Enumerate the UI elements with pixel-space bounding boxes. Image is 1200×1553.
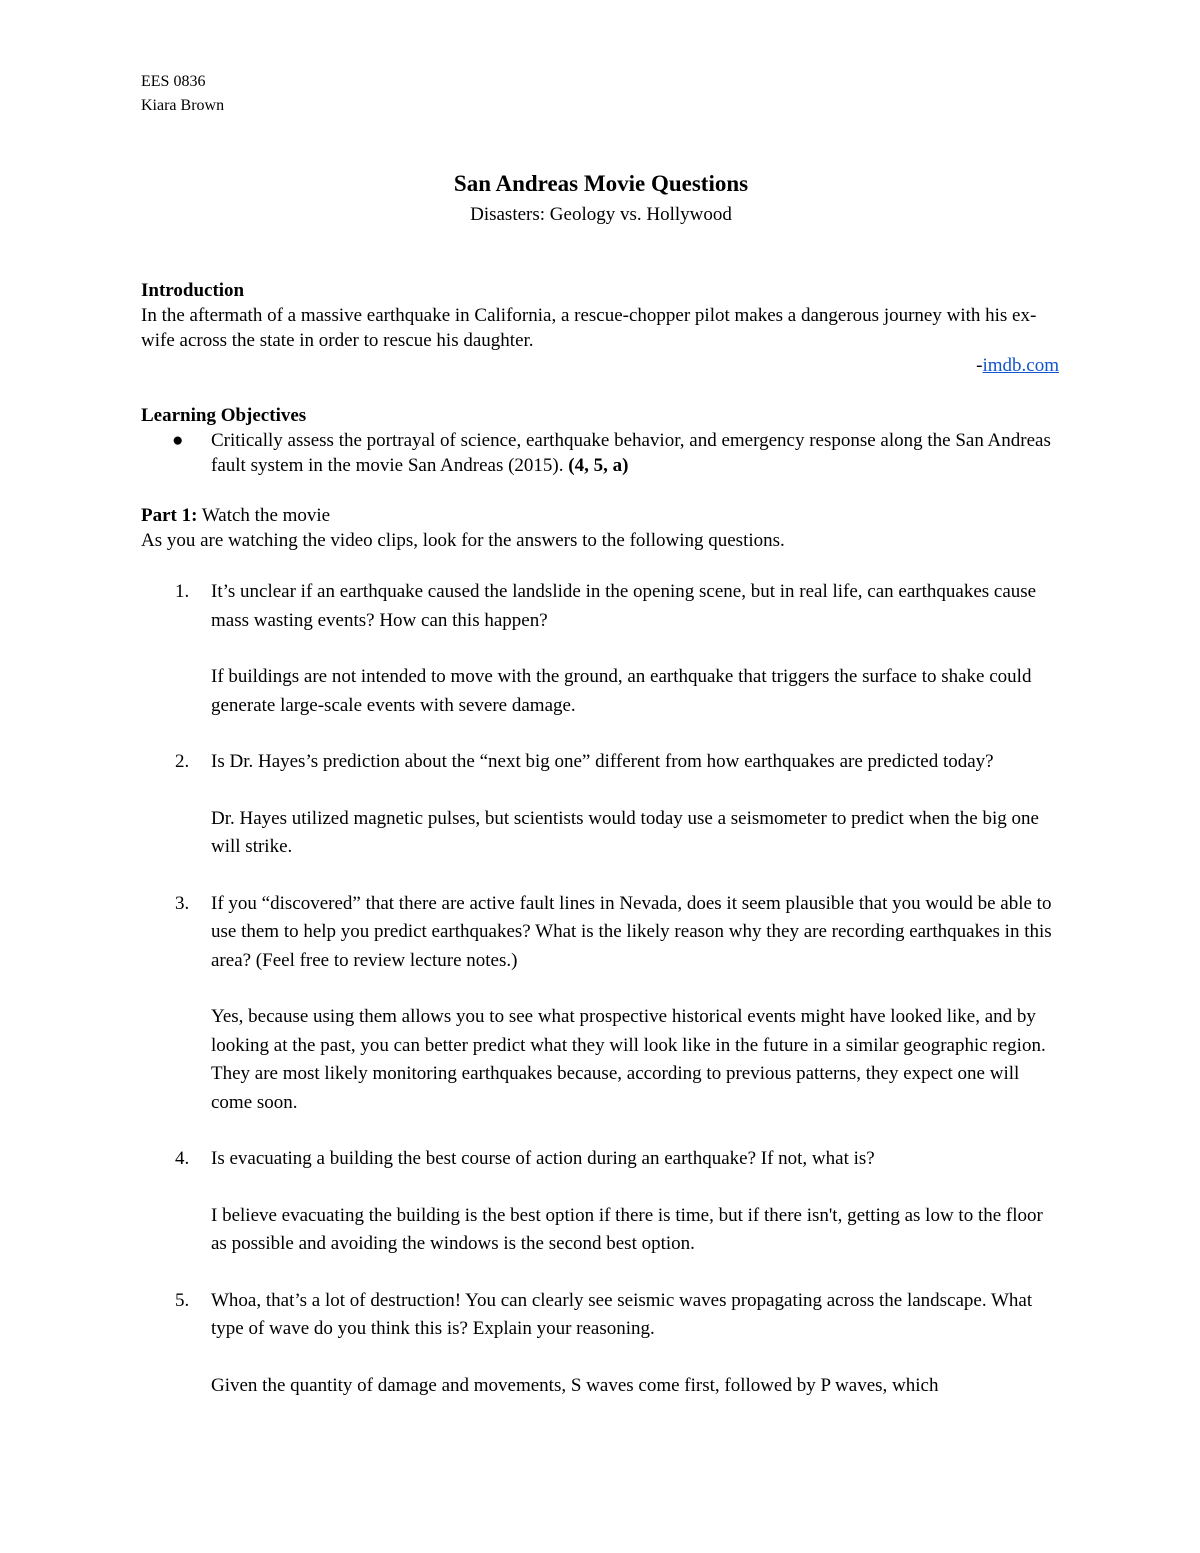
learning-objectives-list — [141, 428, 1061, 478]
answer-text: Given the quantity of damage and movements, S waves come first, followed by P waves, which — [211, 1374, 939, 1396]
question-text: Whoa, that’s a lot of destruction! You can clearly see seismic waves propagating across the landscape. What type of wave do you think this is? Explain your reasoning. — [211, 1289, 1033, 1339]
question-text: It’s unclear if an earthquake caused the landslide in the opening scene, but in real life, can earthquakes cause mass wasting events? How can this happen? — [211, 581, 1037, 631]
objective-item — [141, 428, 1061, 478]
question-number: 1. — [175, 581, 190, 602]
question-item — [141, 748, 1061, 862]
question-number: 2. — [175, 751, 190, 772]
question-item — [141, 1145, 1061, 1259]
introduction-text: In the aftermath of a massive earthquake in California, a rescue-chopper pilot makes a dangerous journey with his ex-wife across the state in order to rescue his daughter. — [141, 305, 1037, 351]
document-subtitle: Disasters: Geology vs. Hollywood — [470, 204, 732, 225]
question-text: Is evacuating a building the best course of action during an earthquake? If not, what is? — [211, 1148, 875, 1169]
part1-heading — [141, 503, 1061, 528]
answer-text: I believe evacuating the building is the best option if there is time, but if there isn't, getting as low to the floor as possible and avoiding the windows is the second best option. — [211, 1204, 1043, 1254]
question-item — [141, 578, 1061, 720]
part1-label: Part 1: — [141, 505, 198, 526]
objective-text: Critically assess the portrayal of science, earthquake behavior, and emergency response along the San Andreas fault system in the movie San Andreas (2015). — [211, 430, 1051, 476]
document-title: San Andreas Movie Questions — [453, 171, 749, 196]
introduction-heading: Introduction — [141, 280, 245, 301]
question-item — [141, 890, 1061, 1118]
answer-text: If buildings are not intended to move with the ground, an earthquake that triggers the surface to shake could generate large-scale events with severe damage. — [211, 666, 1032, 716]
source-prefix: - — [976, 355, 983, 376]
introduction-source — [141, 353, 1061, 378]
course-code: EES 0836 — [141, 73, 206, 90]
bullet-icon: ● — [172, 430, 184, 451]
part1-title: Watch the movie — [197, 505, 331, 526]
document-page — [141, 70, 1061, 1428]
learning-objectives-heading: Learning Objectives — [141, 405, 307, 426]
question-list — [141, 578, 1061, 1400]
question-text: If you “discovered” that there are active fault lines in Nevada, does it seem plausible that you would be able to use them to help you predict earthquakes? What is the likely reason why they are recording earthquakes in this area? (Feel free to review lecture notes.) — [211, 892, 1052, 971]
question-number: 3. — [175, 892, 190, 914]
question-text: Is Dr. Hayes’s prediction about the “next big one” different from how earthquakes are predicted today? — [211, 751, 994, 772]
answer-text: Dr. Hayes utilized magnetic pulses, but scientists would today use a seismometer to predict when the big one will strike. — [211, 807, 1039, 857]
part1-instructions: As you are watching the video clips, look for the answers to the following questions. — [141, 530, 785, 551]
author-name: Kiara Brown — [141, 97, 225, 114]
objective-codes: (4, 5, a) — [568, 455, 629, 476]
imdb-link[interactable]: imdb.com — [982, 355, 1059, 376]
question-number: 4. — [175, 1148, 190, 1169]
question-number: 5. — [175, 1289, 190, 1311]
question-item — [141, 1287, 1061, 1401]
answer-text: Yes, because using them allows you to see what prospective historical events might have looked like, and by looking at the past, you can better predict what they will look like in the future in a similar geographic region. They are most likely monitoring earthquakes because, according to previous patterns, they expect one will come soon. — [211, 1006, 1046, 1113]
